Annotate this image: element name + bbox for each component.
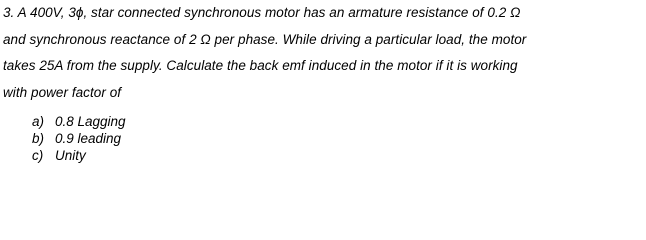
question-line: with power factor of bbox=[3, 84, 122, 100]
question-line: and synchronous reactance of 2 Ω per phase. While driving a particular load, the motor bbox=[3, 31, 527, 47]
option-marker: b) bbox=[32, 131, 45, 146]
question-text bbox=[3, 0, 643, 106]
answer-options-list bbox=[32, 113, 126, 164]
option-b bbox=[32, 130, 126, 147]
option-c bbox=[32, 147, 126, 164]
question-line: takes 25A from the supply. Calculate the back emf induced in the motor if it is working bbox=[3, 58, 518, 73]
option-marker: c) bbox=[32, 148, 44, 163]
question-line: 3. A 400V, 3ϕ, star connected synchronous motor has an armature resistance of 0.2 Ω bbox=[3, 5, 521, 20]
option-marker: a) bbox=[32, 114, 45, 129]
option-text: 0.9 leading bbox=[55, 131, 122, 146]
option-text: Unity bbox=[55, 148, 86, 163]
option-a bbox=[32, 113, 126, 130]
option-text: 0.8 Lagging bbox=[55, 114, 126, 129]
